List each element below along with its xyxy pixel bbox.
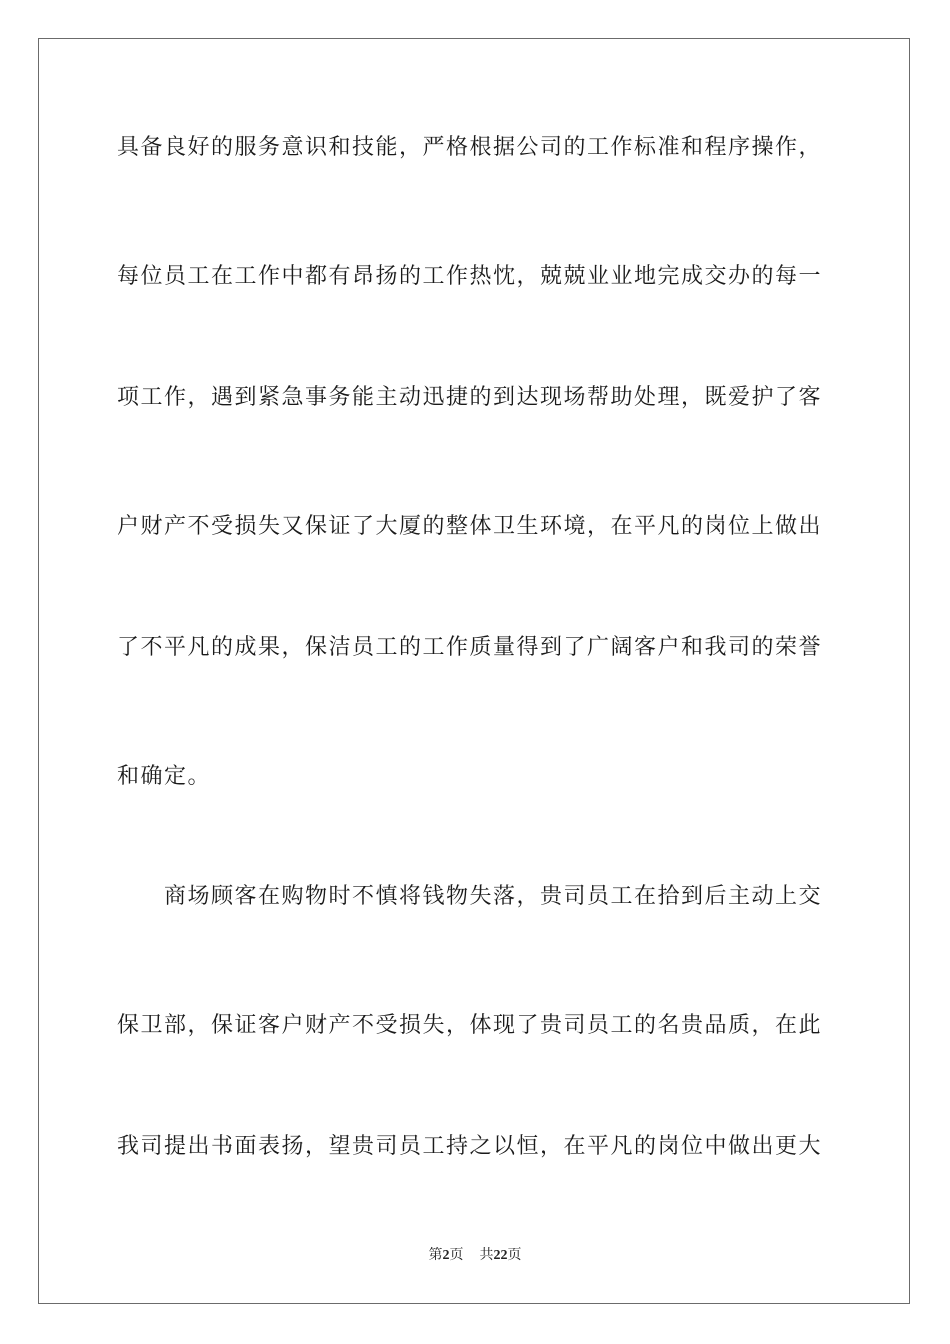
page-number: 2 (442, 1248, 450, 1263)
text-line-7-paragraph-start: 商场顾客在购物时不慎将钱物失落，贵司员工在拾到后主动上交 (164, 884, 823, 909)
text-line-1: 具备良好的服务意识和技能，严格根据公司的工作标准和程序操作， (117, 135, 823, 160)
total-prefix: 共 (479, 1248, 494, 1263)
page-prefix: 第 (428, 1248, 443, 1263)
page-suffix: 页 (449, 1248, 464, 1263)
total-suffix: 页 (507, 1248, 522, 1263)
text-line-5: 了不平凡的成果，保洁员工的工作质量得到了广阔客户和我司的荣誉 (117, 635, 823, 660)
page-border (38, 38, 910, 1304)
text-line-9: 我司提出书面表扬，望贵司员工持之以恒，在平凡的岗位中做出更大 (117, 1134, 823, 1159)
text-line-3: 项工作，遇到紧急事务能主动迅捷的到达现场帮助处理，既爱护了客 (117, 385, 823, 410)
text-line-4: 户财产不受损失又保证了大厦的整体卫生环境，在平凡的岗位上做出 (117, 514, 823, 539)
total-pages: 22 (493, 1248, 508, 1263)
page-footer (0, 1246, 950, 1266)
text-line-8: 保卫部，保证客户财产不受损失，体现了贵司员工的名贵品质，在此 (117, 1013, 823, 1038)
text-line-6: 和确定。 (117, 764, 212, 789)
text-line-2: 每位员工在工作中都有昂扬的工作热忱，兢兢业业地完成交办的每一 (117, 264, 823, 289)
